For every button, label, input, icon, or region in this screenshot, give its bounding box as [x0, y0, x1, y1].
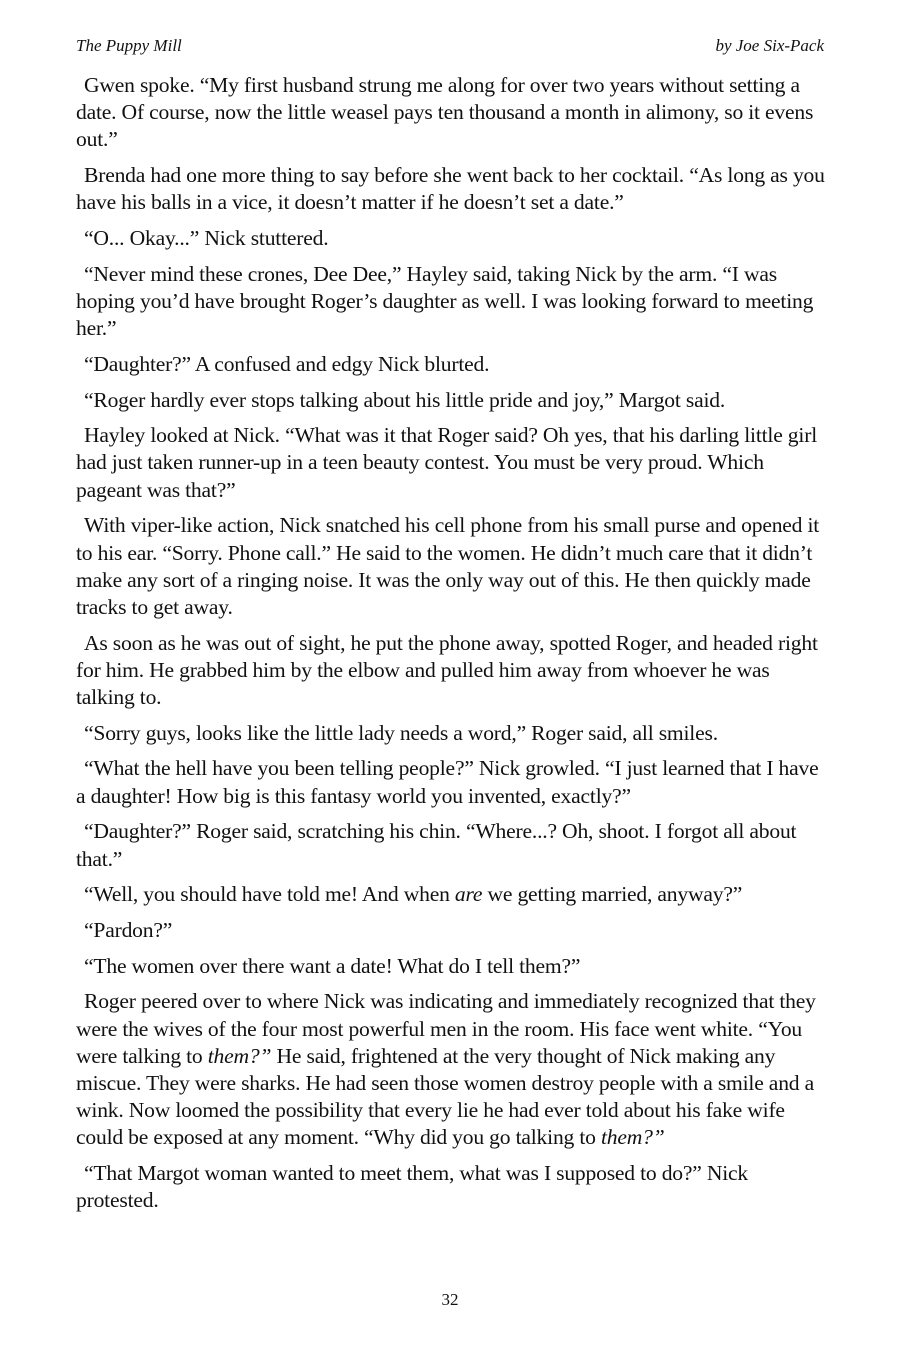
paragraph-text: He said, frightened at the very thought of Nick making any miscue. They were sharks. He had seen those women destroy people with a smile and a wink. Now loomed the possibility that every lie he had ever told about his fake wife could be exposed at any moment. “Why did you go talking to [76, 1043, 814, 1150]
paragraph-text: Brenda had one more thing to say before she went back to her cocktail. “As long as you have his balls in a vice, it doesn’t matter if he doesn’t set a date.” [76, 163, 825, 215]
paragraph-text: “The women over there want a date! What do I tell them?” [84, 953, 581, 978]
paragraph [76, 225, 828, 252]
paragraph-text: we getting married, anyway?” [482, 882, 743, 907]
italic-text: them?” [207, 1043, 272, 1068]
paragraph-text: “Sorry guys, looks like the little lady needs a word,” Roger said, all smiles. [84, 720, 718, 745]
paragraph [76, 512, 828, 621]
paragraph [76, 387, 828, 414]
paragraph-text: “Daughter?” A confused and edgy Nick blurted. [84, 351, 490, 376]
paragraph [76, 720, 828, 747]
paragraph [76, 261, 828, 343]
running-head [76, 36, 824, 60]
paragraph [76, 72, 828, 154]
body-text [76, 72, 828, 1223]
paragraph-text: With viper-like action, Nick snatched his cell phone from his small purse and opened it to his ear. “Sorry. Phone call.” He said to the women. He didn’t much care that it didn’t make any sort of a ringing noise. It was the only way out of this. He then quickly made tracks to get away. [76, 513, 820, 619]
italic-text: them?” [600, 1125, 665, 1150]
author-name: by Joe Six-Pack [715, 36, 824, 55]
paragraph [76, 917, 828, 944]
paragraph [76, 818, 828, 872]
paragraph [76, 1160, 828, 1214]
paragraph [76, 755, 828, 809]
paragraph-text: “That Margot woman wanted to meet them, what was I supposed to do?” Nick protested. [76, 1161, 749, 1213]
paragraph-text: “Daughter?” Roger said, scratching his chin. “Where...? Oh, shoot. I forgot all about that.” [76, 819, 797, 871]
paragraph-text: “Well, you should have told me! And when [84, 882, 455, 907]
paragraph-text: Hayley looked at Nick. “What was it that Roger said? Oh yes, that his darling little girl had just taken runner-up in a teen beauty contest. You must be very proud. Which pageant was that?” [76, 423, 817, 502]
paragraph-text: “O... Okay...” Nick stuttered. [84, 226, 329, 251]
paragraph-text: “Pardon?” [84, 917, 173, 942]
paragraph [76, 422, 828, 504]
paragraph-text: “What the hell have you been telling people?” Nick growled. “I just learned that I have a daughter! How big is this fantasy world you invented, exactly?” [76, 756, 819, 808]
paragraph-text: “Roger hardly ever stops talking about his little pride and joy,” Margot said. [84, 387, 726, 412]
paragraph [76, 881, 828, 908]
paragraph-text: Roger peered over to where Nick was indicating and immediately recognized that they were the wives of the four most powerful men in the room. His face went white. “You were talking to [76, 989, 816, 1068]
paragraph [76, 351, 828, 378]
book-title: The Puppy Mill [76, 36, 182, 55]
paragraph-text: Gwen spoke. “My first husband strung me along for over two years without setting a date. Of course, now the little weasel pays ten thousand a month in alimony, so it evens out.” [76, 73, 814, 152]
paragraph-text: “Never mind these crones, Dee Dee,” Hayley said, taking Nick by the arm. “I was hoping you’d have brought Roger’s daughter as well. I was looking forward to meeting her.” [76, 261, 814, 341]
italic-text: are [454, 882, 483, 907]
page-number: 32 [441, 1290, 459, 1309]
paragraph-text: As soon as he was out of sight, he put the phone away, spotted Roger, and headed right for him. He grabbed him by the elbow and pulled him away from whoever he was talking to. [76, 630, 818, 710]
paragraph [76, 162, 828, 216]
paragraph [76, 988, 828, 1151]
paragraph [76, 953, 828, 980]
paragraph [76, 630, 828, 712]
